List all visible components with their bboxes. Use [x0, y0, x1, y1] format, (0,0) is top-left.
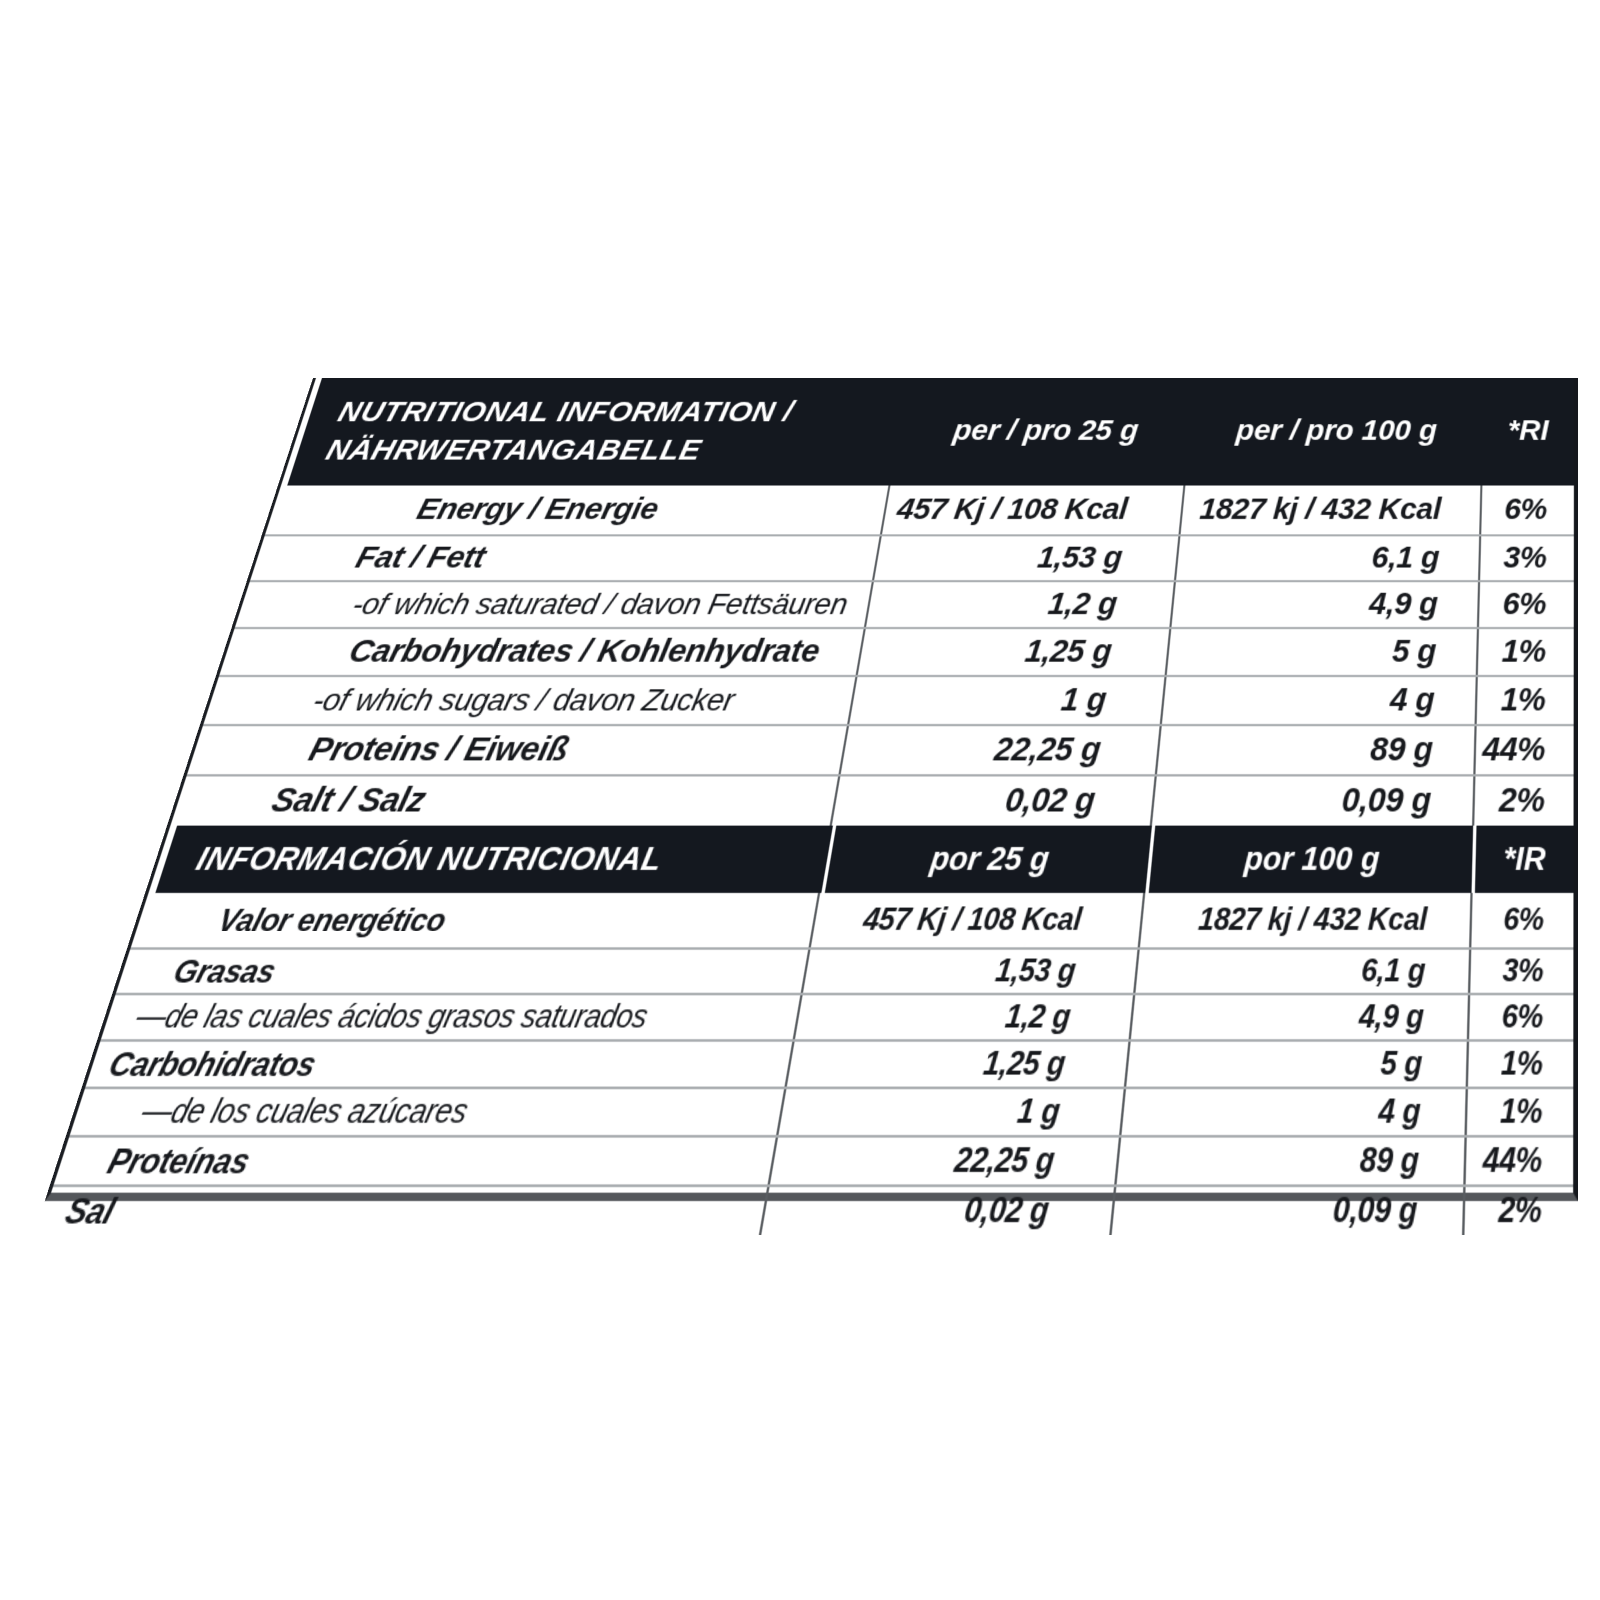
value-per100: 1827 kj / 432 Kcal [1138, 893, 1471, 947]
value-per100: 4,9 g [1129, 995, 1469, 1039]
row-label: Proteínas [103, 1139, 255, 1181]
table-title [287, 378, 910, 486]
value-per25: 1,25 g [785, 1042, 1129, 1087]
table-row [70, 1087, 1573, 1135]
value-per25: 22,25 g [839, 726, 1160, 774]
column-header-ri: *RI [1507, 414, 1549, 447]
value-per100: 4,9 g [1169, 582, 1478, 627]
table-row [116, 947, 1573, 992]
value-per100: 6,1 g [1174, 536, 1479, 580]
value-ri: 1% [1476, 629, 1574, 675]
table-row [131, 893, 1574, 947]
row-label: Grasas [169, 951, 281, 990]
value-ri: 6% [1480, 486, 1574, 535]
row-label: -of which sugars / davon Zucker [308, 682, 738, 718]
value-per25: 1,53 g [801, 950, 1137, 993]
value-ri: 2% [1463, 1187, 1574, 1235]
table-row [187, 724, 1573, 774]
value-per25: 0,02 g [830, 777, 1155, 826]
value-ri: 44% [1474, 726, 1574, 774]
value-per25: 1 g [776, 1089, 1123, 1135]
value-ri: 6% [1467, 995, 1573, 1039]
value-per100: 4 g [1160, 677, 1476, 724]
value-per25: 22,25 g [768, 1138, 1119, 1185]
column-header-per100: per / pro 100 g [1234, 414, 1438, 447]
row-label: —de los cuales azúcares [137, 1092, 472, 1131]
value-ri: 44% [1464, 1138, 1573, 1185]
table-title-line2: NÄHRWERTANGABELLE [321, 433, 705, 467]
value-per25: 1,2 g [793, 995, 1133, 1039]
value-per25: 457 Kj / 108 Kcal [809, 893, 1143, 947]
value-per100: 4 g [1119, 1089, 1466, 1135]
value-per25: 457 Kj / 108 Kcal [880, 486, 1183, 535]
value-ri: 1% [1466, 1042, 1573, 1087]
value-per25: 1,25 g [856, 629, 1169, 675]
value-per100: 6,1 g [1133, 950, 1469, 993]
row-label: Carbohydrates / Kohlenhydrate [344, 633, 823, 670]
row-label: Sal [60, 1189, 121, 1232]
value-ri: 6% [1470, 893, 1574, 947]
table-row [219, 627, 1573, 675]
row-label: -of which saturated / davon Fettsäuren [348, 587, 851, 621]
column-header-per25: per / pro 25 g [951, 414, 1141, 447]
row-label: Energy / Energie [413, 492, 662, 527]
row-label: Fat / Fett [351, 540, 490, 575]
table-row [265, 486, 1574, 535]
value-per25: 1,53 g [872, 536, 1178, 580]
value-ri: 1% [1475, 677, 1574, 724]
table-title-es: INFORMACIÓN NUTRICIONAL [192, 839, 666, 877]
value-per100: 1827 kj / 432 Kcal [1179, 486, 1481, 535]
value-ri: 1% [1465, 1089, 1573, 1135]
value-per100: 0,09 g [1109, 1187, 1463, 1235]
row-label: Salt / Salz [267, 781, 430, 820]
value-per100: 5 g [1165, 629, 1478, 675]
value-per100: 5 g [1124, 1042, 1467, 1087]
value-ri: 3% [1478, 536, 1573, 580]
value-ri: 2% [1472, 777, 1573, 826]
table-row [170, 774, 1573, 825]
table-row [37, 1184, 1573, 1234]
row-label: Valor energético [214, 900, 451, 938]
column-header-por100: por 100 g [1145, 826, 1473, 893]
value-per25: 1,2 g [864, 582, 1174, 627]
value-per25: 0,02 g [759, 1187, 1114, 1235]
value-per100: 89 g [1155, 726, 1475, 774]
value-ri: 3% [1468, 950, 1573, 993]
table-row [203, 675, 1573, 724]
row-label: Carbohidratos [104, 1043, 321, 1084]
value-per100: 89 g [1114, 1138, 1465, 1185]
table-row [54, 1135, 1573, 1184]
column-header-ir: *IR [1471, 826, 1573, 893]
table-row [235, 580, 1574, 627]
column-header-por25: por 25 g [822, 826, 1152, 893]
table-row [101, 993, 1573, 1039]
value-per100: 0,09 g [1150, 777, 1474, 826]
nutrition-table [45, 378, 1578, 1232]
row-label: Proteins / Eiweiß [304, 730, 573, 769]
table-row [86, 1039, 1574, 1086]
row-label: —de las cuales ácidos grasos saturados [131, 998, 651, 1035]
value-per25: 1 g [847, 677, 1164, 724]
header-row-en [287, 378, 1574, 486]
value-ri: 6% [1477, 582, 1573, 627]
header-row-es [155, 826, 1573, 893]
table-row [250, 534, 1574, 580]
table-title-line1: NUTRITIONAL INFORMATION / [334, 396, 797, 429]
